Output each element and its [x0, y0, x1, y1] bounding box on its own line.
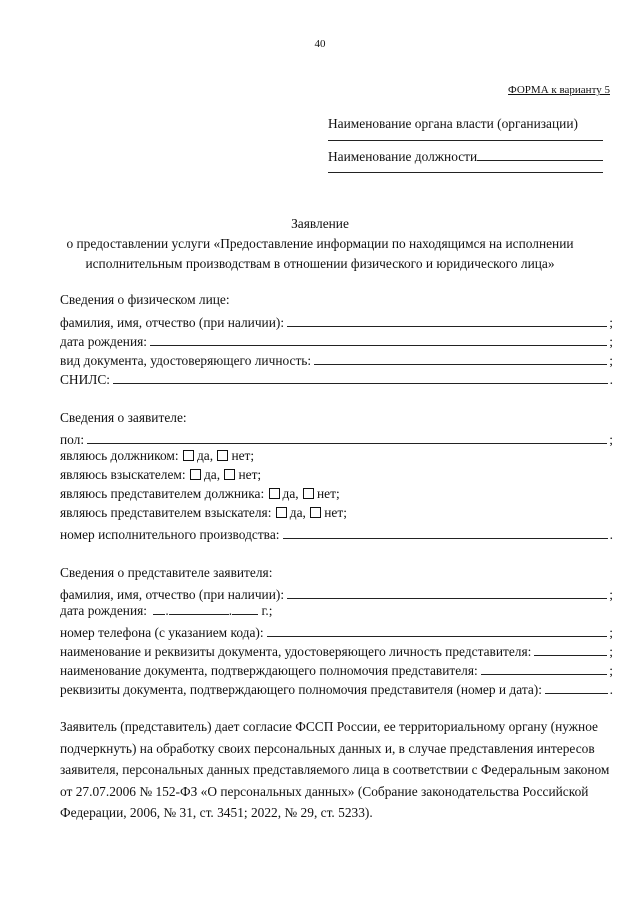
rep-birth-month-field[interactable] [169, 603, 229, 615]
rep-id-label: наименование и реквизиты документа, удостоверяющего личность представителя: [60, 644, 532, 659]
individual-id-field[interactable] [314, 364, 607, 365]
punct: . [609, 372, 613, 387]
rep-fio-row [60, 585, 613, 603]
rep-authority-row [60, 661, 613, 679]
individual-snils-field[interactable] [113, 383, 608, 384]
form-variant-label: ФОРМА к варианту 5 [508, 84, 610, 96]
individual-birth-field[interactable] [150, 345, 607, 346]
representative-section-header: Сведения о представителе заявителя: [60, 565, 273, 580]
debtor-rep-no-checkbox[interactable] [303, 488, 314, 499]
individual-fio-field[interactable] [287, 326, 607, 327]
debtor-rep-yes-checkbox[interactable] [269, 488, 280, 499]
punct: . [609, 527, 613, 542]
punct: ; [609, 587, 613, 602]
individual-birth-row [60, 332, 613, 350]
consent-paragraph: Заявитель (представитель) дает согласие ФССП России, ее территориальному органу (нужное подчеркнуть) на обработку своих персональных данных и, в случае представления интересов заявителя, персональных данных представляемого лица в соответствии с Федеральным законом от 27.07.2006 № 152-ФЗ «О персональных данных» (Собрание законодательства Российской Федерации, 2006, № 31, ст. 3451; 2022, № 29, ст. 5233). [60, 719, 610, 821]
applicant-collector-row [60, 467, 261, 483]
individual-id-row [60, 351, 613, 369]
rep-id-row [60, 642, 613, 660]
punct: ; [609, 353, 613, 368]
applicant-sex-field[interactable] [87, 443, 607, 444]
applicant-sex-row [60, 430, 613, 448]
individual-snils-label: СНИЛС: [60, 372, 111, 387]
case-number-row [60, 525, 613, 543]
collector-yes-checkbox[interactable] [190, 469, 201, 480]
rep-fio-label: фамилия, имя, отчество (при наличии): [60, 587, 285, 602]
punct: ; [609, 315, 613, 330]
rep-birth-label: дата рождения: [60, 603, 147, 618]
punct: ; [609, 334, 613, 349]
collector-rep-yes-checkbox[interactable] [276, 507, 287, 518]
yes-label: да, [203, 467, 221, 482]
punct: ; [609, 625, 613, 640]
document-subtitle-1: о предоставлении услуги «Предоставление информации по находящимся на исполнении [66, 236, 574, 251]
punct: . [609, 682, 613, 697]
extra-addressee-line[interactable] [328, 172, 603, 173]
case-number-label: номер исполнительного производства: [60, 527, 280, 542]
rep-phone-label: номер телефона (с указанием кода): [60, 625, 264, 640]
applicant-debtor-rep-label: являюсь представителем должника: [60, 486, 265, 501]
punct: ; [609, 663, 613, 678]
rep-birth-row [60, 603, 273, 619]
position-row [328, 147, 603, 165]
applicant-collector-label: являюсь взыскателем: [60, 467, 186, 482]
individual-snils-row [60, 370, 613, 388]
no-label: нет; [317, 486, 340, 501]
no-label: нет; [324, 505, 347, 520]
page-number: 40 [314, 38, 326, 50]
individual-id-label: вид документа, удостоверяющего личность: [60, 353, 312, 368]
position-line[interactable] [477, 160, 603, 161]
punct: . [228, 603, 233, 618]
no-label: нет; [238, 467, 262, 482]
rep-authority-details-label: реквизиты документа, подтверждающего полномочия представителя (номер и дата): [60, 682, 542, 697]
collector-rep-no-checkbox[interactable] [310, 507, 321, 518]
individual-fio-label: фамилия, имя, отчество (при наличии): [60, 315, 285, 330]
punct: ; [609, 432, 613, 447]
case-number-field[interactable] [283, 538, 608, 539]
no-label: нет; [231, 448, 255, 463]
rep-authority-field[interactable] [481, 674, 608, 675]
rep-authority-label: наименование документа, подтверждающего полномочия представителя: [60, 663, 478, 678]
rep-fio-field[interactable] [287, 598, 607, 599]
applicant-collector-rep-row [60, 505, 347, 521]
yes-label: да, [289, 505, 306, 520]
applicant-debtor-rep-row [60, 486, 340, 502]
rep-authority-details-row [60, 680, 613, 698]
applicant-debtor-label: являюсь должником: [60, 448, 179, 463]
individual-fio-row [60, 313, 613, 331]
debtor-yes-checkbox[interactable] [183, 450, 194, 461]
rep-phone-row [60, 623, 613, 641]
position-label: Наименование должности [328, 149, 478, 164]
rep-phone-field[interactable] [267, 636, 608, 637]
punct: . [165, 603, 169, 618]
individual-birth-label: дата рождения: [60, 334, 147, 349]
document-heading: Заявление [291, 216, 349, 231]
yes-label: да, [282, 486, 299, 501]
rep-authority-details-field[interactable] [545, 693, 608, 694]
applicant-debtor-row [60, 448, 254, 464]
rep-birth-year-field[interactable] [232, 603, 258, 615]
individual-section-header: Сведения о физическом лице: [60, 292, 230, 307]
debtor-no-checkbox[interactable] [217, 450, 228, 461]
rep-birth-suffix: г.; [261, 603, 273, 618]
document-subtitle-2: исполнительным производствам в отношении физического и юридического лица» [85, 256, 555, 271]
collector-no-checkbox[interactable] [224, 469, 235, 480]
yes-label: да, [196, 448, 214, 463]
punct: ; [609, 644, 613, 659]
applicant-section-header: Сведения о заявителе: [60, 410, 187, 425]
applicant-sex-label: пол: [60, 432, 85, 447]
applicant-collector-rep-label: являюсь представителем взыскателя: [60, 505, 272, 520]
rep-id-field[interactable] [534, 655, 607, 656]
rep-birth-day-field[interactable] [153, 603, 165, 615]
org-name-line[interactable] [328, 140, 603, 141]
org-name-label: Наименование органа власти (организации) [328, 116, 578, 131]
